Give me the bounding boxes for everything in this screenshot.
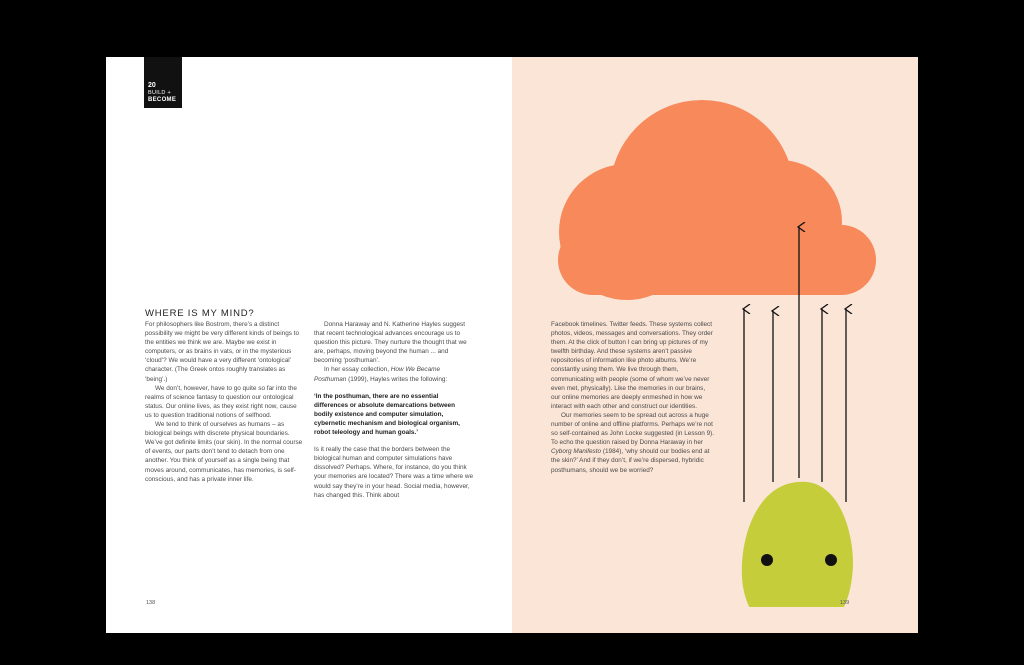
section-number: 20 (148, 82, 156, 89)
book-title: Cyborg Manifesto (551, 448, 602, 456)
paragraph: We don’t, however, have to go quite so far into the realms of science fantasy to question our ontological status. Our online lives, as they exist right now, cause us to question traditional notions of selfhood. (145, 384, 297, 419)
paragraph: Donna Haraway and N. Katherine Hayles suggest that recent technological advances encourage us to question this picture. They nurture the thought that we are, perhaps, moving beyond the human ... and becoming ‘posthuman’. (314, 321, 467, 365)
paragraph: In her essay collection, How We Became Posthuman (1999), Hayles writes the following: (314, 366, 448, 383)
paragraph: Our memories seem to be spread out across a huge number of online and offline platforms. Perhaps we’re not so self-contained as John Locke suggested (in Lesson 9). To echo the question raised by Donna Haraway in her Cyborg Manifesto (1984), ‘why should our bodies end at the skin?’ And if they don’t, if we’re dispersed, hybridic posthumans, should we be worried? (551, 411, 715, 474)
section-tab (144, 57, 182, 108)
paragraph: Facebook timelines. Twitter feeds. These systems collect photos, videos, messages and conversations. They order them. At the click of button I can bring up pictures of my twelfth birthday. And these systems aren’t passive repositories of information like photo albums. We’re constantly using them. We live through them, communicating with people (some of whom we’ve never even met, physically). Like the memories in our brains, our online memories are deeply enmeshed in how we interact with each other and construct our identities. (551, 321, 713, 410)
cloud-icon (558, 100, 876, 300)
illustration-svg (552, 97, 882, 607)
paragraph: For philosophers like Bostrom, there’s a distinct possibility we might be very different kinds of beings to the entities we think we are. Maybe we exist in computers, or as brains in vats, or in the mysterious ‘cloud’? We would have a very different ‘ontological’ character. (The Greek ontos roughly translates as ‘being’.) (145, 321, 300, 383)
eye-right-icon (825, 554, 837, 566)
pull-quote: ‘In the posthuman, there are no essential differences or absolute demarcations between bodily existence and computer simulation, cybernetic mechanism and biological organism, robot teleology and human goals.’ (314, 392, 460, 437)
paragraph: We tend to think of ourselves as humans – as biological beings with discrete physical boundaries. We’ve got definite limits (our skin). In the normal course of events, our parts don’t tend to detach from one another. You think of yourself as a single being that moves around, communicates, has memories, is self-conscious, and has a private inner life. (145, 421, 303, 483)
section-label-line2: BECOME (148, 97, 177, 103)
magazine-spread (106, 57, 918, 633)
text-column-2 (314, 320, 474, 500)
illustration (552, 97, 882, 607)
left-page (106, 57, 512, 633)
eye-left-icon (761, 554, 773, 566)
section-label-line1: BUILD + (148, 90, 172, 96)
paragraph: Is it really the case that the borders between the biological human and computer simulations have dissolved? Perhaps. Where, for instance, do you think your memories are located? There was a time where we would say they’re in your head. Social media, however, has changed this. Think about (314, 446, 474, 499)
book-title: How We Became Posthuman (314, 366, 441, 383)
text-column-1 (145, 320, 305, 484)
head-icon (742, 482, 853, 607)
page-number-left: 138 (146, 600, 156, 606)
section-heading: WHERE IS MY MIND? (145, 308, 255, 319)
page-number-right: 139 (840, 600, 850, 606)
